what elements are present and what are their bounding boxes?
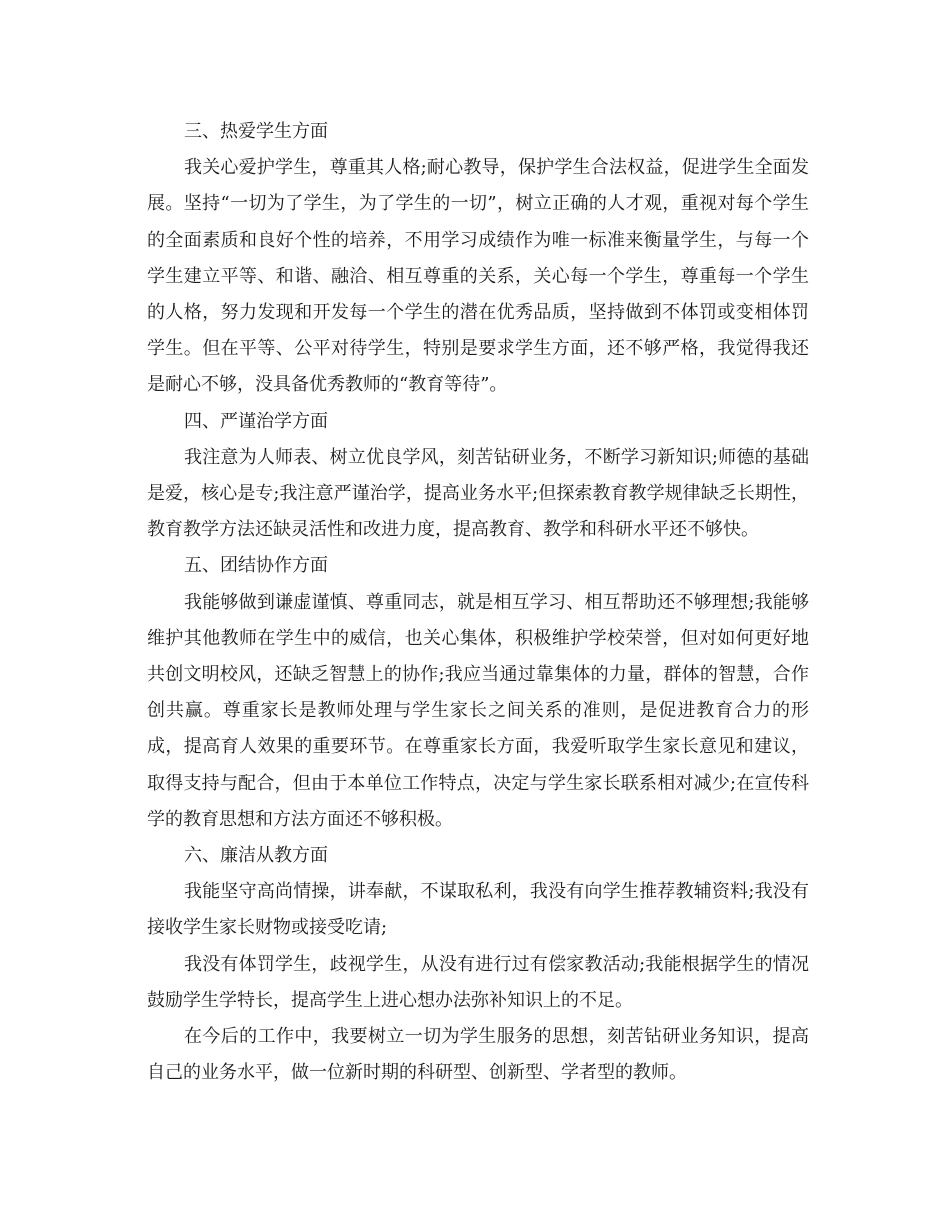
paragraph-integrity-1: 我能坚守高尚情操，讲奉献，不谋取私利，我没有向学生推荐教辅资料;我没有接收学生家长财物或接受吃请; (147, 881, 809, 939)
paragraph-teamwork: 我能够做到谦虚谨慎、尊重同志，就是相互学习、相互帮助还不够理想;我能够维护其他教师在学生中的威信，也关心集体，积极维护学校荣誉，但对如何更好地共创文明校风，还缺乏智慧上的协作;我应当通过靠集体的力量，群体的智慧，合作创共赢。尊重家长是教师处理与学生家长之间关系的准则，是促进教育合力的形成，提高育人效果的重要环节。在尊重家长方面，我爱听取学生家长意见和建议，取得支持与配合，但由于本单位工作特点，决定与学生家长联系相对减少;在宣传科学的教育思想和方法方面还不够积极。 (147, 591, 809, 830)
paragraph-love-students: 我关心爱护学生，尊重其人格;耐心教导，保护学生合法权益，促进学生全面发展。坚持“一切为了学生，为了学生的一切”，树立正确的人才观，重视对每个学生的全面素质和良好个性的培养，不用学习成绩作为唯一标准来衡量学生，与每一个学生建立平等、和谐、融洽、相互尊重的关系，关心每一个学生，尊重每一个学生的人格，努力发现和开发每一个学生的潜在优秀品质，坚持做到不体罚或变相体罚学生。但在平等、公平对待学生，特别是要求学生方面，还不够严格，我觉得我还是耐心不够，没具备优秀教师的“教育等待”。 (147, 157, 809, 396)
section-heading-love-students: 三、热爱学生方面 (184, 121, 328, 142)
paragraph-rigorous-study: 我注意为人师表、树立优良学风，刻苦钻研业务，不断学习新知识;师德的基础是爱，核心是专;我注意严谨治学，提高业务水平;但探索教育教学规律缺乏长期性，教育教学方法还缺灵活性和改进力度，提高教育、教学和科研水平还不够快。 (147, 446, 809, 541)
paragraph-closing: 在今后的工作中，我要树立一切为学生服务的思想，刻苦钻研业务知识，提高自己的业务水平，做一位新时期的科研型、创新型、学者型的教师。 (147, 1026, 809, 1084)
section-heading-integrity: 六、廉洁从教方面 (184, 845, 328, 867)
section-heading-teamwork: 五、团结协作方面 (184, 555, 328, 577)
paragraph-integrity-2: 我没有体罚学生，歧视学生，从没有进行过有偿家教活动;我能根据学生的情况鼓励学生学特长，提高学生上进心想办法弥补知识上的不足。 (147, 953, 809, 1011)
section-heading-rigorous-study: 四、严谨治学方面 (184, 410, 328, 432)
document-body (147, 114, 809, 1091)
